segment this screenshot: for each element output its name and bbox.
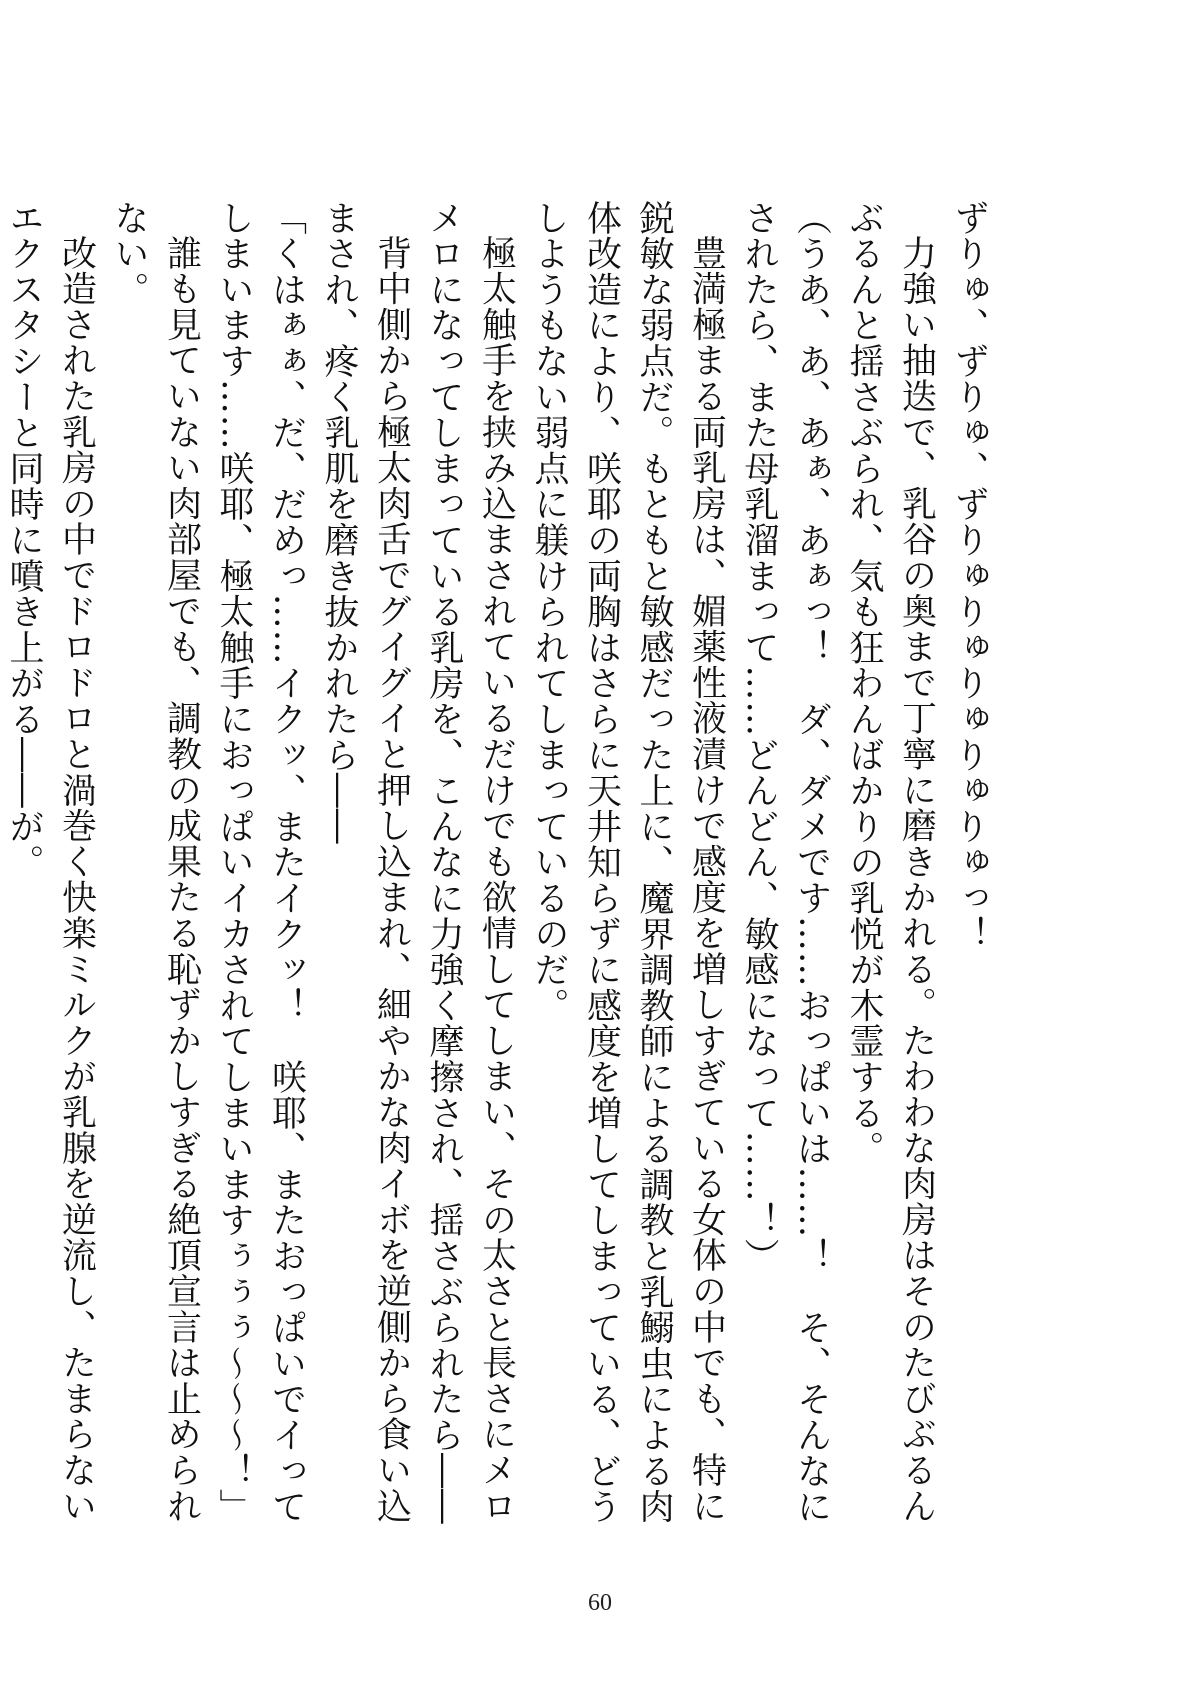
paragraph: ずりゅ、ずりゅ、ずりゅりゅりゅりゅりゅっ！ [949,200,989,952]
paragraph: 背中側から極太肉舌でグイグイと押し込まれ、細やかな肉イボを逆側から食い込まされ、疼く乳肌を磨き抜かれたら―― [319,200,412,1524]
paragraph: 豊満極まる両乳房は、媚薬性液漬けで感度を増しすぎている女体の中でも、特に鋭敏な弱点だ。もともと敏感だった上に、魔界調教師による調教と乳鰯虫による肉体改造により、咲耶の両胸はさらに天井知らずに感度を増してしまっている、どうしようもない弱点に躾けられてしまっているのだ。 [529,200,727,1525]
paragraph: 改造された乳房の中でドロドロと渦巻く快楽ミルクが乳腺を逆流し、たまらないエクスタシーと同時に噴き上がる――が。 [4,200,97,1524]
paragraph: 極太触手を挟み込まされているだけでも欲情してしまい、その太さと長さにメロメロになってしまっている乳房を、こんなに力強く摩擦され、揺さぶられたら―― [424,200,517,1525]
paragraph: 「くはぁぁ、だ、だめっ……イクッ、またイクッ！ 咲耶、またおっぱいでイってしまいます……咲耶、極太触手におっぱいイカされてしまいますぅぅぅ～～～！」 [214,200,307,1525]
vertical-body-text [4,200,995,1550]
paragraph: 誰も見ていない肉部屋でも、調教の成果たる恥ずかしすぎる絶頂宣言は止められない。 [109,200,202,1524]
paragraph: 力強い抽迭で、乳谷の奥まで丁寧に磨きかれる。たわわな肉房はそのたびぶるんぶるんと揺さぶられ、気も狂わんばかりの乳悦が木霊する。 [844,200,937,1524]
page-number: 60 [588,1590,612,1616]
paragraph: （うあ、あ、あぁ、あぁっ！ ダ、ダメです……おっぱいは……！ そ、そんなにされたら、また母乳溜まって……どんどん、敏感になって……！） [739,200,832,1525]
